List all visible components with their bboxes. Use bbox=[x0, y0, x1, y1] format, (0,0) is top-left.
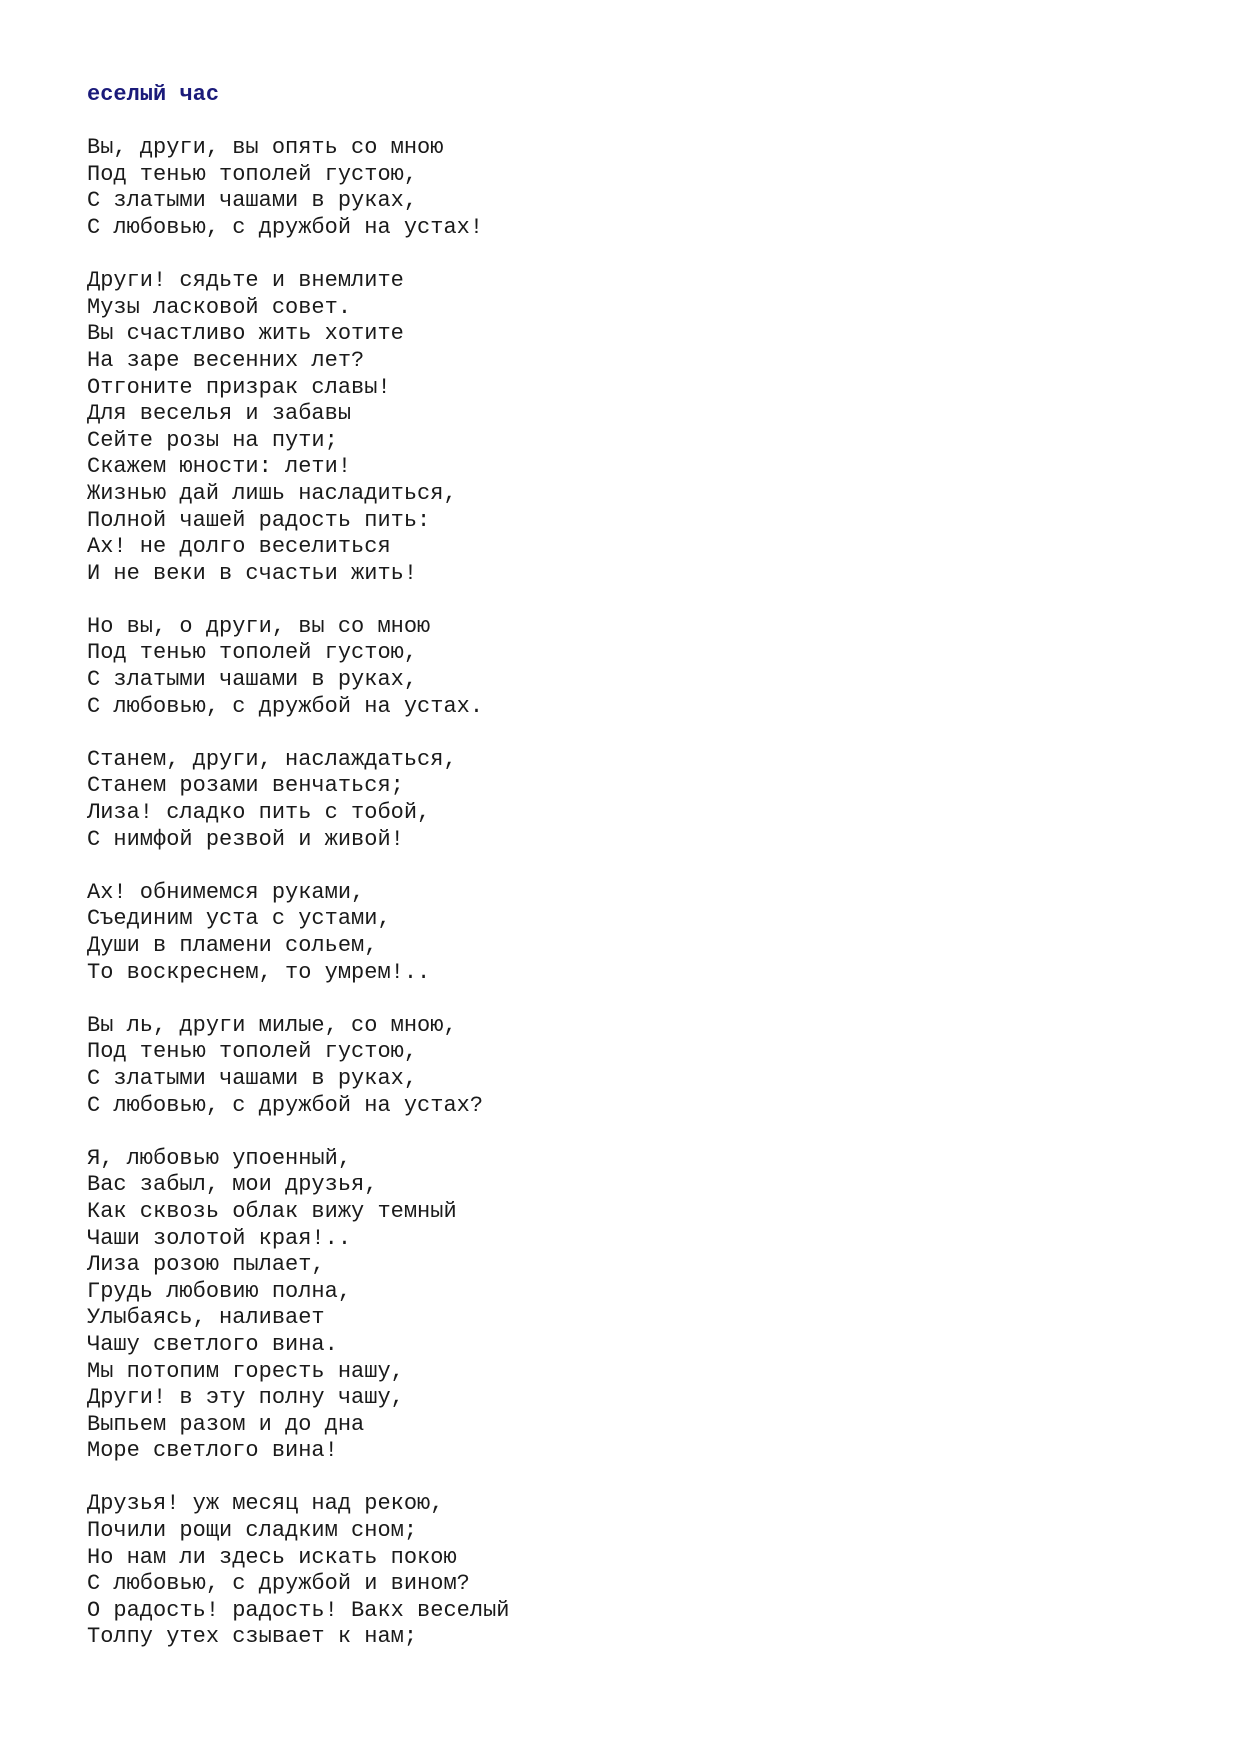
stanza bbox=[87, 1146, 1187, 1465]
poem-line: Жизнью дай лишь насладиться, bbox=[87, 480, 457, 506]
poem-line: Музы ласковой совет. bbox=[87, 294, 352, 320]
poem-line: Мы потопим горесть нашу, bbox=[87, 1358, 404, 1384]
poem-line: С любовью, с дружбой на устах. bbox=[87, 693, 484, 719]
stanza bbox=[87, 614, 1187, 720]
poem-line: Вас забыл, мои друзья, bbox=[87, 1172, 378, 1198]
stanza bbox=[87, 747, 1187, 853]
poem-line: Толпу утех сзывает к нам; bbox=[87, 1624, 418, 1650]
poem-line: Полной чашей радость пить: bbox=[87, 507, 431, 533]
poem-line: Под тенью тополей густою, bbox=[87, 161, 418, 187]
poem-line: На заре весенних лет? bbox=[87, 347, 365, 373]
stanza bbox=[87, 1491, 1187, 1651]
poem-line: Для веселья и забавы bbox=[87, 401, 352, 427]
poem-line: Скажем юности: лети! bbox=[87, 454, 352, 480]
poem-line: Грудь любовию полна, bbox=[87, 1278, 352, 1304]
poem-title: еселый час bbox=[87, 82, 220, 107]
poem-line: Отгоните призрак славы! bbox=[87, 374, 391, 400]
poem-line: С любовью, с дружбой на устах? bbox=[87, 1092, 484, 1118]
poem-line: И не веки в счастьи жить! bbox=[87, 560, 418, 586]
poem-line: Выпьем разом и до дна bbox=[87, 1411, 365, 1437]
poem-line: Лиза розою пылает, bbox=[87, 1252, 325, 1278]
poem-line: Но вы, о други, вы со мною bbox=[87, 613, 431, 639]
poem-line: О радость! радость! Вакх веселый bbox=[87, 1597, 510, 1623]
stanza bbox=[87, 268, 1187, 587]
poem-line: Как сквозь облак вижу темный bbox=[87, 1198, 457, 1224]
poem-line: Чашу светлого вина. bbox=[87, 1331, 338, 1357]
poem-line: Станем розами венчаться; bbox=[87, 773, 404, 799]
poem-line: Море светлого вина! bbox=[87, 1438, 338, 1464]
poem-line: Вы ль, други милые, со мною, bbox=[87, 1012, 457, 1038]
poem-line: Чаши золотой края!.. bbox=[87, 1225, 352, 1251]
poem-line: Под тенью тополей густою, bbox=[87, 1039, 418, 1065]
stanza bbox=[87, 135, 1187, 241]
poem-line: С любовью, с дружбой на устах! bbox=[87, 214, 484, 240]
poem-line: Почили рощи сладким сном; bbox=[87, 1518, 418, 1544]
poem-line: Под тенью тополей густою, bbox=[87, 640, 418, 666]
poem-line: Други! сядьте и внемлите bbox=[87, 268, 404, 294]
poem-line: Станем, други, наслаждаться, bbox=[87, 746, 457, 772]
poem-line: Я, любовью упоенный, bbox=[87, 1145, 352, 1171]
poem-line: С златыми чашами в руках, bbox=[87, 1065, 418, 1091]
poem-line: Души в пламени сольем, bbox=[87, 933, 378, 958]
poem-line: Друзья! уж месяц над рекою, bbox=[87, 1491, 444, 1517]
poem-line: Ах! не долго веселиться bbox=[87, 534, 391, 560]
poem-line: Съединим уста с устами, bbox=[87, 906, 391, 932]
poem-line: Сейте розы на пути; bbox=[87, 427, 338, 453]
poem-line: С златыми чашами в руках, bbox=[87, 188, 418, 214]
stanza bbox=[87, 880, 1187, 986]
poem-body bbox=[87, 135, 1187, 1651]
poem-line: С любовью, с дружбой и вином? bbox=[87, 1571, 470, 1597]
poem-line: Вы счастливо жить хотите bbox=[87, 321, 404, 347]
poem-line: Улыбаясь, наливает bbox=[87, 1305, 325, 1331]
poem-line: С нимфой резвой и живой! bbox=[87, 826, 404, 852]
stanza bbox=[87, 1013, 1187, 1119]
poem-line: Други! в эту полну чашу, bbox=[87, 1385, 404, 1411]
poem-line: Но нам ли здесь искать покою bbox=[87, 1544, 457, 1570]
poem-line: С златыми чашами в руках, bbox=[87, 667, 418, 693]
poem-line: То воскреснем, то умрем!.. bbox=[87, 959, 431, 985]
poem-line: Ах! обнимемся руками, bbox=[87, 879, 365, 905]
poem-line: Лиза! сладко пить с тобой, bbox=[87, 800, 431, 826]
poem-line: Вы, други, вы опять со мною bbox=[87, 135, 444, 161]
document-page bbox=[87, 82, 1187, 1678]
